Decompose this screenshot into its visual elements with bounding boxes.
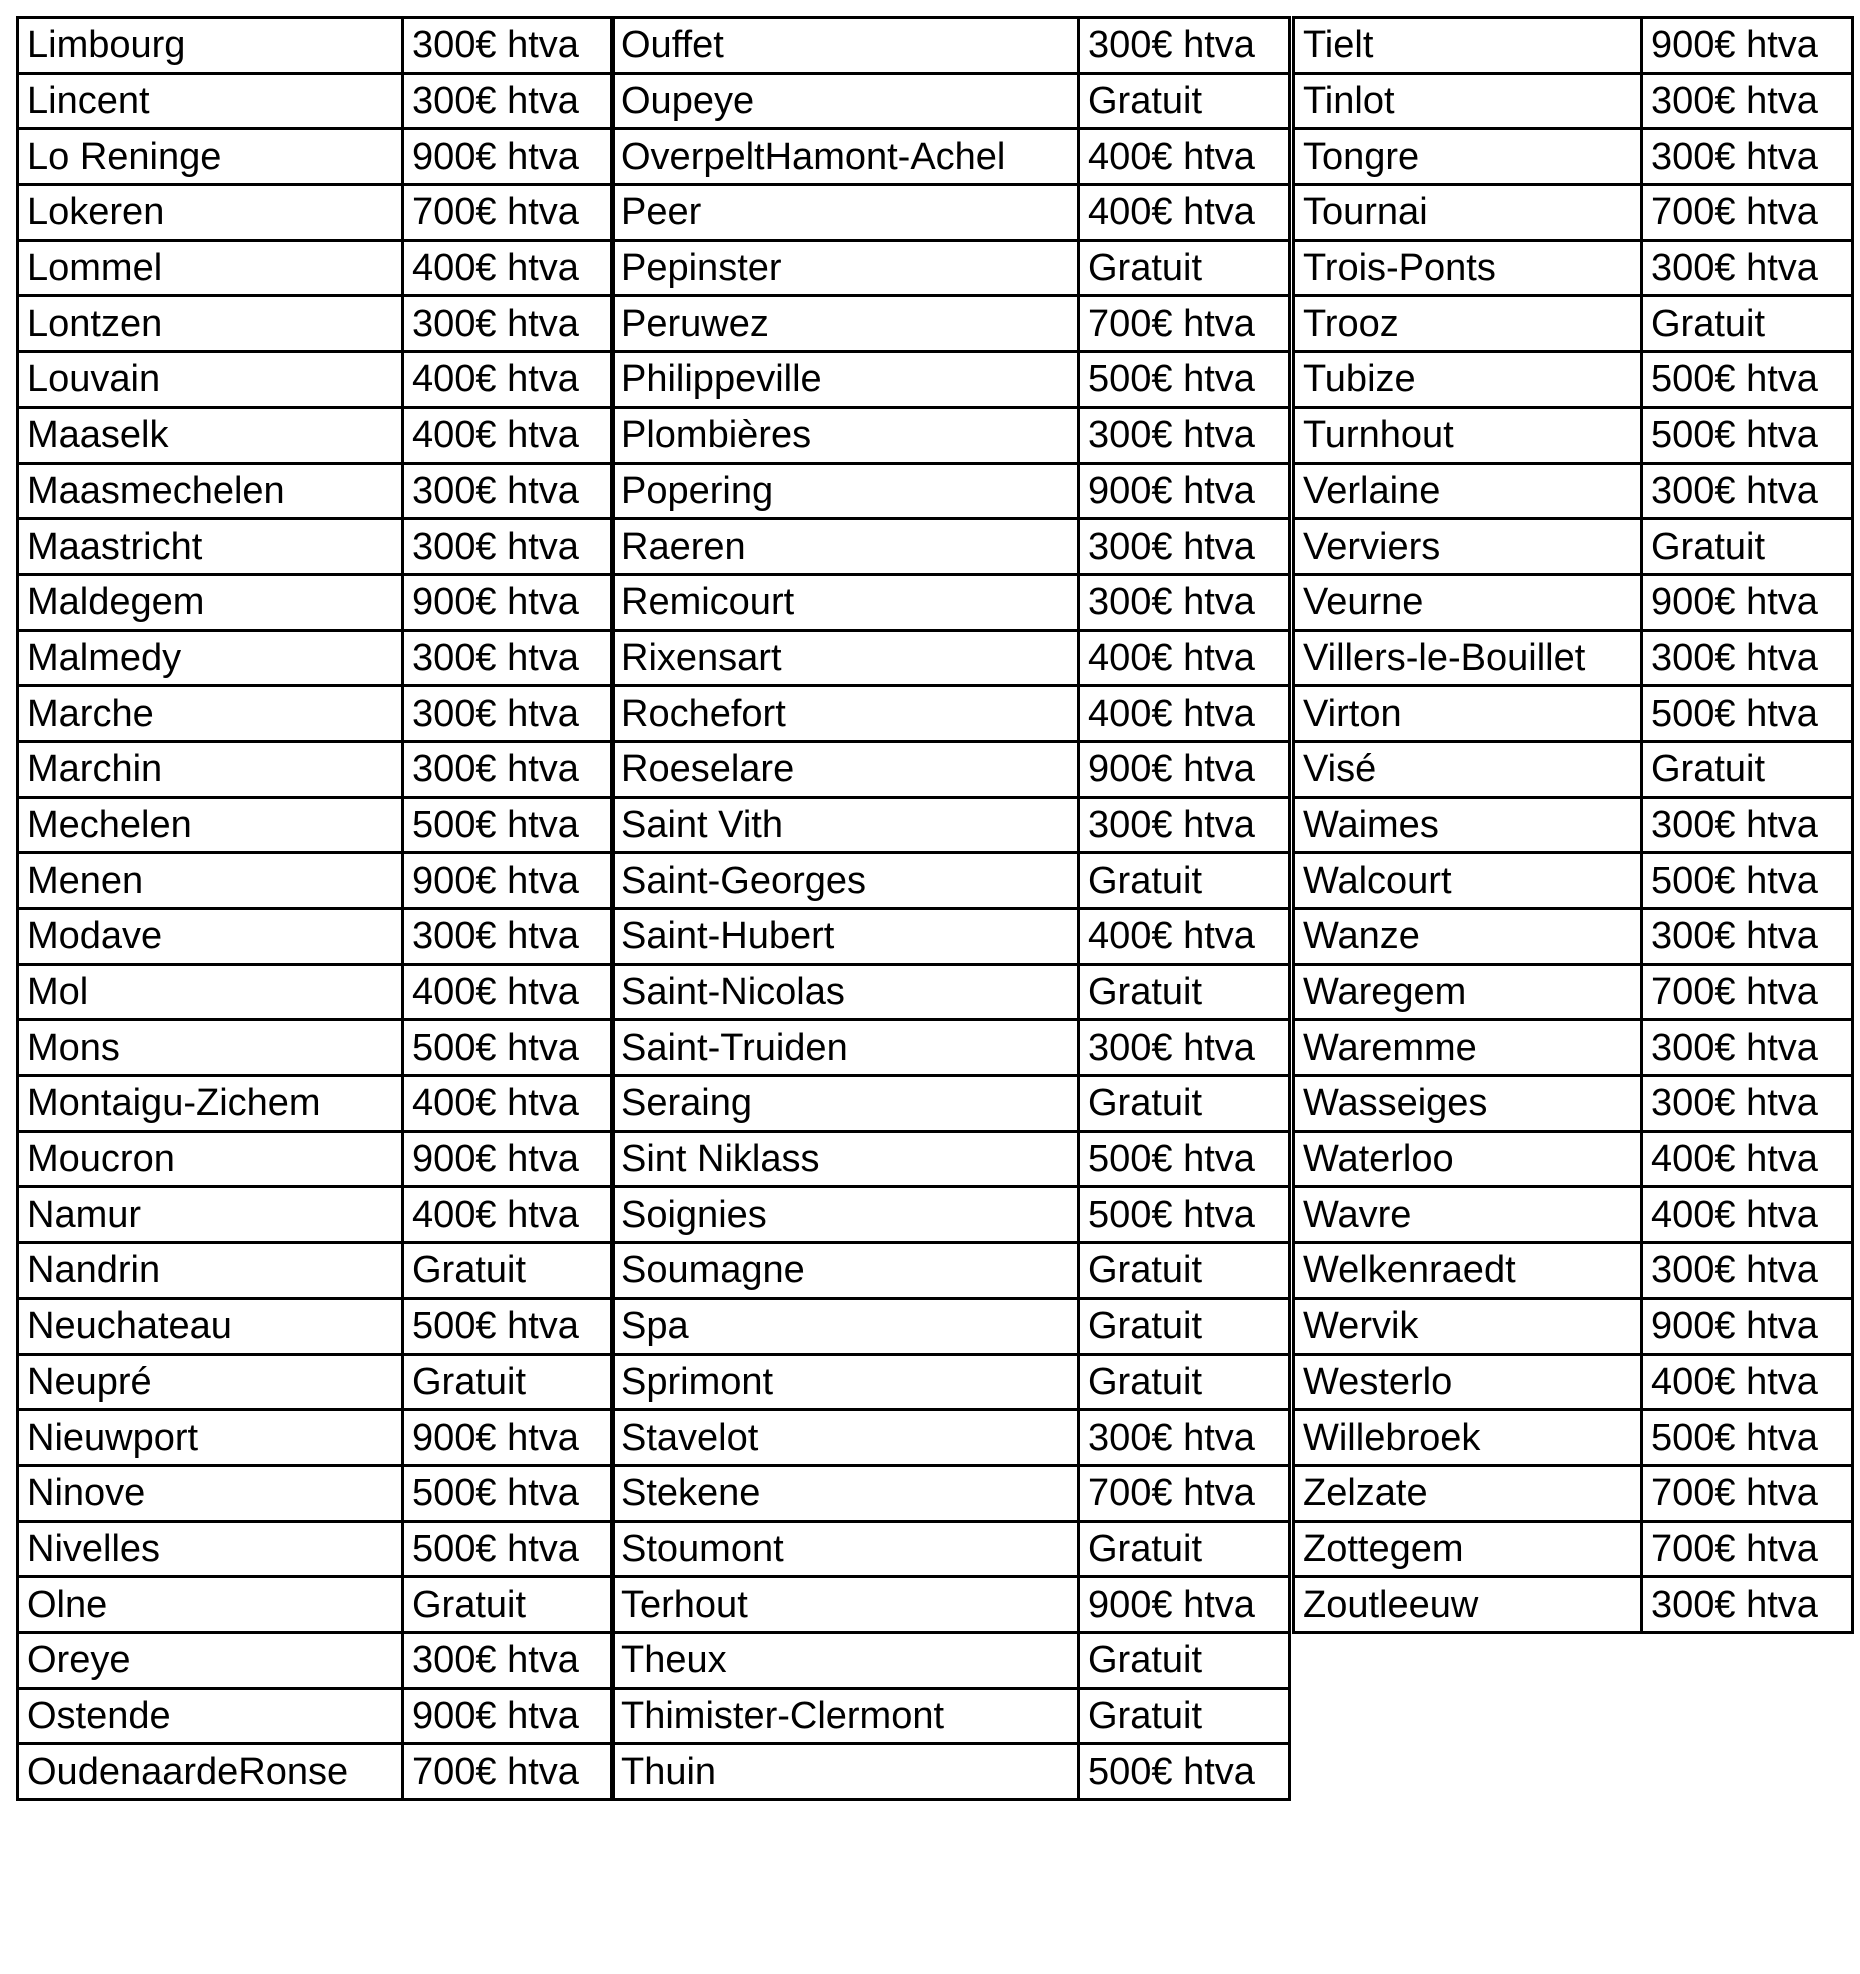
price-cell: 400€ htva (1079, 185, 1290, 241)
price-cell: Gratuit (1079, 964, 1290, 1020)
table-row (1294, 407, 1853, 463)
table-row (1294, 240, 1853, 296)
table-row (612, 296, 1290, 352)
price-cell: 300€ htva (1079, 407, 1290, 463)
commune-name-cell: Tubize (1294, 352, 1642, 408)
price-cell: 900€ htva (403, 853, 614, 909)
price-cell: 300€ htva (403, 630, 614, 686)
table-row (1294, 574, 1853, 630)
commune-name-cell: Oupeye (612, 73, 1079, 129)
commune-name-cell: Waremme (1294, 1020, 1642, 1076)
price-cell: 500€ htva (1642, 407, 1853, 463)
price-cell: 500€ htva (1079, 352, 1290, 408)
table-row (1294, 1298, 1853, 1354)
table-row (1294, 686, 1853, 742)
price-cell: Gratuit (1079, 73, 1290, 129)
price-cell: 900€ htva (403, 1410, 614, 1466)
commune-name-cell: Turnhout (1294, 407, 1642, 463)
commune-name-cell: Louvain (18, 352, 403, 408)
table-row (18, 1020, 614, 1076)
commune-name-cell: Zoutleeuw (1294, 1577, 1642, 1633)
pricing-table-limbourg-to-oudenaarde (16, 16, 615, 1801)
table-row (612, 463, 1290, 519)
table-row (18, 853, 614, 909)
commune-name-cell: Waimes (1294, 797, 1642, 853)
commune-name-cell: Nieuwport (18, 1410, 403, 1466)
price-cell: Gratuit (1642, 296, 1853, 352)
price-cell: 300€ htva (403, 73, 614, 129)
commune-name-cell: Montaigu-Zichem (18, 1076, 403, 1132)
price-cell: 300€ htva (403, 18, 614, 74)
price-cell: Gratuit (1079, 1243, 1290, 1299)
commune-name-cell: Moucron (18, 1131, 403, 1187)
table-row (18, 296, 614, 352)
price-cell: 300€ htva (1642, 1243, 1853, 1299)
table-row (612, 1076, 1290, 1132)
commune-name-cell: Lincent (18, 73, 403, 129)
table-row (18, 1243, 614, 1299)
commune-name-cell: Rochefort (612, 686, 1079, 742)
commune-name-cell: Raeren (612, 519, 1079, 575)
price-cell: 300€ htva (403, 463, 614, 519)
price-cell: 300€ htva (1642, 1020, 1853, 1076)
table-row (18, 1688, 614, 1744)
pricing-table-tielt-to-zoutleeuw (1292, 16, 1854, 1634)
table-row (18, 1465, 614, 1521)
pricing-table-ouffet-to-thuin (610, 16, 1291, 1801)
price-cell: 400€ htva (403, 352, 614, 408)
table-row (612, 519, 1290, 575)
table-row (612, 185, 1290, 241)
commune-name-cell: Trois-Ponts (1294, 240, 1642, 296)
table-row (1294, 18, 1853, 74)
table-row (1294, 630, 1853, 686)
table-row (612, 630, 1290, 686)
commune-name-cell: Mons (18, 1020, 403, 1076)
price-cell: 500€ htva (1642, 1410, 1853, 1466)
price-cell: 300€ htva (1642, 797, 1853, 853)
table-row (18, 574, 614, 630)
commune-name-cell: Menen (18, 853, 403, 909)
table-row (612, 1410, 1290, 1466)
commune-name-cell: Veurne (1294, 574, 1642, 630)
commune-name-cell: Visé (1294, 741, 1642, 797)
commune-name-cell: Thuin (612, 1744, 1079, 1800)
commune-name-cell: Saint Vith (612, 797, 1079, 853)
table-row (612, 1465, 1290, 1521)
commune-name-cell: Marchin (18, 741, 403, 797)
table-row (18, 1632, 614, 1688)
commune-name-cell: Sint Niklass (612, 1131, 1079, 1187)
price-cell: 400€ htva (1079, 686, 1290, 742)
table-row (1294, 1577, 1853, 1633)
commune-name-cell: Wervik (1294, 1298, 1642, 1354)
table-row (1294, 909, 1853, 965)
table-row (612, 574, 1290, 630)
table-row (1294, 1465, 1853, 1521)
commune-name-cell: Pepinster (612, 240, 1079, 296)
commune-name-cell: Saint-Nicolas (612, 964, 1079, 1020)
commune-name-cell: Tournai (1294, 185, 1642, 241)
commune-name-cell: Marche (18, 686, 403, 742)
price-cell: 700€ htva (1642, 1465, 1853, 1521)
price-cell: 300€ htva (1079, 574, 1290, 630)
table-row (18, 797, 614, 853)
table-row (612, 1187, 1290, 1243)
price-cell: 500€ htva (1642, 853, 1853, 909)
table-row (18, 964, 614, 1020)
commune-name-cell: Terhout (612, 1577, 1079, 1633)
price-cell: 300€ htva (1642, 1577, 1853, 1633)
commune-name-cell: Peer (612, 185, 1079, 241)
table-row (18, 73, 614, 129)
table-row (612, 73, 1290, 129)
commune-name-cell: Virton (1294, 686, 1642, 742)
table-row (18, 129, 614, 185)
commune-name-cell: Spa (612, 1298, 1079, 1354)
price-cell: 400€ htva (1642, 1354, 1853, 1410)
commune-name-cell: Lommel (18, 240, 403, 296)
price-cell: 400€ htva (403, 1076, 614, 1132)
price-cell: 300€ htva (403, 519, 614, 575)
commune-name-cell: Maastricht (18, 519, 403, 575)
price-cell: 700€ htva (1079, 1465, 1290, 1521)
price-cell: 500€ htva (1079, 1744, 1290, 1800)
price-cell: 900€ htva (1079, 463, 1290, 519)
price-cell: Gratuit (1079, 1076, 1290, 1132)
price-cell: Gratuit (403, 1243, 614, 1299)
table-row (612, 909, 1290, 965)
table-row (612, 686, 1290, 742)
commune-name-cell: Lontzen (18, 296, 403, 352)
commune-name-cell: Philippeville (612, 352, 1079, 408)
price-cell: Gratuit (1079, 1632, 1290, 1688)
price-cell: 400€ htva (1642, 1187, 1853, 1243)
table-row (18, 1298, 614, 1354)
price-cell: 400€ htva (403, 240, 614, 296)
price-cell: 400€ htva (1079, 129, 1290, 185)
commune-name-cell: Tielt (1294, 18, 1642, 74)
table-row (612, 1632, 1290, 1688)
price-cell: 700€ htva (1642, 964, 1853, 1020)
table-row (18, 1744, 614, 1800)
table-row (18, 1521, 614, 1577)
price-cell: 300€ htva (403, 741, 614, 797)
price-cell: 300€ htva (1642, 1076, 1853, 1132)
price-cell: 300€ htva (1642, 240, 1853, 296)
price-cell: Gratuit (403, 1577, 614, 1633)
price-cell: Gratuit (1079, 1521, 1290, 1577)
price-cell: Gratuit (1079, 1298, 1290, 1354)
table-row (612, 1688, 1290, 1744)
table-row (1294, 129, 1853, 185)
table-row (1294, 185, 1853, 241)
table-row (1294, 1243, 1853, 1299)
commune-name-cell: Tongre (1294, 129, 1642, 185)
price-cell: 500€ htva (403, 1020, 614, 1076)
price-cell: 500€ htva (403, 1521, 614, 1577)
table-row (1294, 296, 1853, 352)
table-row (1294, 1521, 1853, 1577)
table-row (1294, 1354, 1853, 1410)
table-row (612, 1354, 1290, 1410)
table-row (612, 797, 1290, 853)
table-row (612, 1298, 1290, 1354)
commune-name-cell: Wavre (1294, 1187, 1642, 1243)
table-row (18, 909, 614, 965)
price-cell: 700€ htva (1642, 185, 1853, 241)
commune-name-cell: Zottegem (1294, 1521, 1642, 1577)
commune-name-cell: Ostende (18, 1688, 403, 1744)
table-row (1294, 1410, 1853, 1466)
commune-name-cell: Nivelles (18, 1521, 403, 1577)
price-cell: 500€ htva (1642, 686, 1853, 742)
commune-name-cell: Saint-Truiden (612, 1020, 1079, 1076)
price-cell: 300€ htva (1079, 1410, 1290, 1466)
commune-name-cell: Oreye (18, 1632, 403, 1688)
price-cell: 900€ htva (403, 129, 614, 185)
price-cell: 300€ htva (1079, 519, 1290, 575)
table-row (18, 463, 614, 519)
commune-name-cell: Waregem (1294, 964, 1642, 1020)
price-cell: 400€ htva (403, 964, 614, 1020)
commune-name-cell: OverpeltHamont-Achel (612, 129, 1079, 185)
commune-name-cell: Peruwez (612, 296, 1079, 352)
commune-name-cell: Remicourt (612, 574, 1079, 630)
table-row (18, 741, 614, 797)
commune-name-cell: Verlaine (1294, 463, 1642, 519)
commune-name-cell: Popering (612, 463, 1079, 519)
price-cell: 900€ htva (403, 1688, 614, 1744)
commune-name-cell: Plombières (612, 407, 1079, 463)
price-cell: 500€ htva (403, 1298, 614, 1354)
table-row (1294, 1020, 1853, 1076)
table-row (18, 1410, 614, 1466)
price-cell: 900€ htva (1079, 741, 1290, 797)
price-cell: Gratuit (1642, 741, 1853, 797)
table-row (612, 1744, 1290, 1800)
price-cell: Gratuit (1079, 240, 1290, 296)
price-cell: 700€ htva (1079, 296, 1290, 352)
price-cell: 500€ htva (1079, 1131, 1290, 1187)
price-cell: 900€ htva (1642, 18, 1853, 74)
price-cell: 400€ htva (1079, 630, 1290, 686)
commune-name-cell: Neupré (18, 1354, 403, 1410)
table-row (612, 741, 1290, 797)
table-row (612, 853, 1290, 909)
table-row (612, 1521, 1290, 1577)
table-row (612, 240, 1290, 296)
table-row (1294, 1076, 1853, 1132)
commune-name-cell: Trooz (1294, 296, 1642, 352)
commune-name-cell: Saint-Georges (612, 853, 1079, 909)
price-cell: 300€ htva (1079, 1020, 1290, 1076)
table-row (1294, 73, 1853, 129)
price-cell: 400€ htva (1079, 909, 1290, 965)
price-cell: Gratuit (1079, 1354, 1290, 1410)
price-cell: 300€ htva (403, 1632, 614, 1688)
table-row (18, 18, 614, 74)
price-cell: 900€ htva (1079, 1577, 1290, 1633)
commune-name-cell: Ninove (18, 1465, 403, 1521)
commune-name-cell: Wasseiges (1294, 1076, 1642, 1132)
commune-name-cell: Tinlot (1294, 73, 1642, 129)
commune-name-cell: Stoumont (612, 1521, 1079, 1577)
table-row (18, 630, 614, 686)
commune-name-cell: Soumagne (612, 1243, 1079, 1299)
commune-name-cell: Sprimont (612, 1354, 1079, 1410)
commune-name-cell: Lo Reninge (18, 129, 403, 185)
price-cell: 700€ htva (1642, 1521, 1853, 1577)
commune-name-cell: Nandrin (18, 1243, 403, 1299)
table-row (612, 964, 1290, 1020)
price-cell: 400€ htva (1642, 1131, 1853, 1187)
table-row (1294, 1131, 1853, 1187)
table-row (18, 185, 614, 241)
price-cell: 300€ htva (403, 909, 614, 965)
price-cell: Gratuit (1079, 1688, 1290, 1744)
commune-name-cell: Willebroek (1294, 1410, 1642, 1466)
table-row (18, 1076, 614, 1132)
commune-name-cell: Seraing (612, 1076, 1079, 1132)
price-cell: Gratuit (403, 1354, 614, 1410)
table-row (1294, 964, 1853, 1020)
commune-name-cell: Walcourt (1294, 853, 1642, 909)
price-cell: Gratuit (1642, 519, 1853, 575)
table-row (1294, 797, 1853, 853)
table-row (18, 352, 614, 408)
price-cell: 400€ htva (403, 1187, 614, 1243)
table-row (1294, 741, 1853, 797)
price-cell: 300€ htva (1079, 18, 1290, 74)
table-row (1294, 1187, 1853, 1243)
table-row (612, 1020, 1290, 1076)
commune-name-cell: Lokeren (18, 185, 403, 241)
table-row (1294, 352, 1853, 408)
commune-name-cell: Theux (612, 1632, 1079, 1688)
commune-name-cell: Limbourg (18, 18, 403, 74)
table-row (18, 240, 614, 296)
commune-name-cell: Mol (18, 964, 403, 1020)
price-cell: 300€ htva (1642, 129, 1853, 185)
price-cell: 900€ htva (1642, 1298, 1853, 1354)
table-row (612, 407, 1290, 463)
table-row (18, 1131, 614, 1187)
price-cell: 300€ htva (1642, 463, 1853, 519)
price-cell: 700€ htva (403, 185, 614, 241)
table-row (1294, 853, 1853, 909)
table-row (612, 1577, 1290, 1633)
commune-name-cell: Maaselk (18, 407, 403, 463)
price-cell: 500€ htva (1642, 352, 1853, 408)
price-cell: 900€ htva (1642, 574, 1853, 630)
commune-name-cell: Modave (18, 909, 403, 965)
price-cell: 300€ htva (1642, 630, 1853, 686)
commune-name-cell: Stavelot (612, 1410, 1079, 1466)
commune-name-cell: Welkenraedt (1294, 1243, 1642, 1299)
table-row (18, 1354, 614, 1410)
commune-name-cell: OudenaardeRonse (18, 1744, 403, 1800)
price-cell: 500€ htva (403, 797, 614, 853)
table-row (1294, 463, 1853, 519)
commune-name-cell: Westerlo (1294, 1354, 1642, 1410)
price-cell: 700€ htva (403, 1744, 614, 1800)
commune-name-cell: Mechelen (18, 797, 403, 853)
table-row (612, 1243, 1290, 1299)
commune-name-cell: Ouffet (612, 18, 1079, 74)
price-cell: 400€ htva (403, 407, 614, 463)
table-row (18, 407, 614, 463)
price-cell: 300€ htva (403, 296, 614, 352)
commune-name-cell: Rixensart (612, 630, 1079, 686)
commune-name-cell: Stekene (612, 1465, 1079, 1521)
price-cell: 300€ htva (1642, 909, 1853, 965)
table-row (1294, 519, 1853, 575)
price-cell: 500€ htva (1079, 1187, 1290, 1243)
commune-name-cell: Neuchateau (18, 1298, 403, 1354)
price-cell: 300€ htva (403, 686, 614, 742)
commune-name-cell: Maldegem (18, 574, 403, 630)
table-row (18, 1187, 614, 1243)
table-row (612, 1131, 1290, 1187)
commune-name-cell: Saint-Hubert (612, 909, 1079, 965)
commune-name-cell: Maasmechelen (18, 463, 403, 519)
commune-name-cell: Villers-le-Bouillet (1294, 630, 1642, 686)
commune-name-cell: Olne (18, 1577, 403, 1633)
table-row (612, 18, 1290, 74)
price-cell: 900€ htva (403, 574, 614, 630)
price-cell: 900€ htva (403, 1131, 614, 1187)
commune-name-cell: Soignies (612, 1187, 1079, 1243)
commune-name-cell: Roeselare (612, 741, 1079, 797)
commune-name-cell: Thimister-Clermont (612, 1688, 1079, 1744)
commune-name-cell: Wanze (1294, 909, 1642, 965)
price-cell: 300€ htva (1079, 797, 1290, 853)
price-cell: 300€ htva (1642, 73, 1853, 129)
table-row (18, 519, 614, 575)
table-row (612, 129, 1290, 185)
commune-name-cell: Zelzate (1294, 1465, 1642, 1521)
table-row (612, 352, 1290, 408)
commune-name-cell: Malmedy (18, 630, 403, 686)
table-row (18, 1577, 614, 1633)
commune-name-cell: Verviers (1294, 519, 1642, 575)
table-row (18, 686, 614, 742)
commune-name-cell: Waterloo (1294, 1131, 1642, 1187)
price-cell: Gratuit (1079, 853, 1290, 909)
commune-name-cell: Namur (18, 1187, 403, 1243)
price-cell: 500€ htva (403, 1465, 614, 1521)
